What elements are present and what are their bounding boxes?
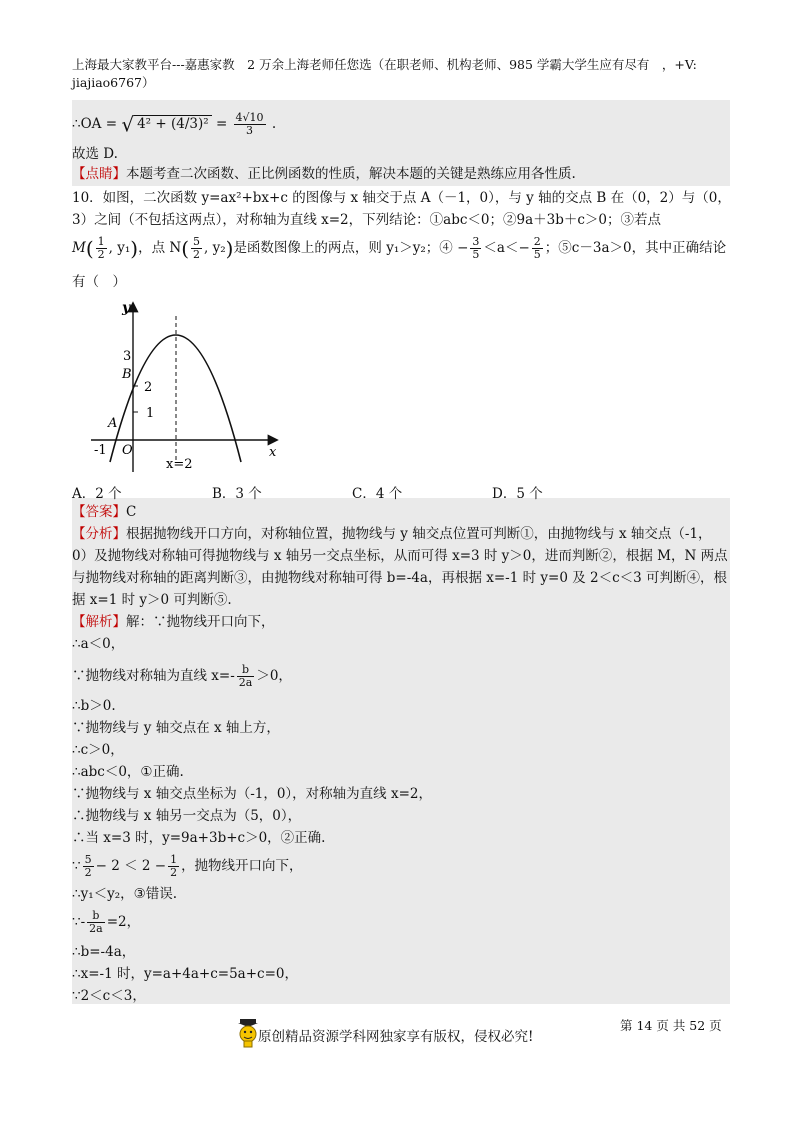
choose-line: 故选 D. (72, 146, 118, 162)
solution-line-5: ∵抛物线与 y 轴交点在 x 轴上方， (72, 720, 280, 736)
question-line-1: 10．如图，二次函数 y=ax²+bx+c 的图像与 x 轴交于点 A（－1，0），与 y 轴的交点 B 在（0，2）与（0， (72, 190, 731, 206)
question-line-3: M( $\frac{1}{2}$ , y₁)，点 N( $\frac{5}{2}$ , y₂)是函数图像上的两点，则 y₁＞y₂；④ − $\frac{3}{5}$ ＜a＜− $\frac{2}{5}$ ；⑤c－3a＞0，其中正确结论 (72, 235, 727, 261)
answer-tag: 【答案】 (72, 504, 126, 520)
solution-line-13: ∵- $\frac{b}{2a}$ =2， (72, 909, 141, 935)
label-2: 2 (144, 380, 153, 395)
analysis-line-4: 据 x=1 时 y＞0 可判断⑤. (72, 592, 232, 608)
analysis-line-3: 与抛物线对称轴的距离判断③，由抛物线对称轴可得 b=-4a，再根据 x=-1 时 y=0 及 2＜c＜3 可判断④，根 (72, 570, 728, 586)
oa-equation: ∴OA = √ 4² + (4/3)² = $\frac{4√10}{3}$ . (72, 111, 277, 137)
solution-tag: 【解析】 (72, 614, 126, 630)
question-line-4: 有（ ） (72, 274, 126, 290)
solution-line-10: ∴当 x=3 时，y=9a+3b+c＞0，②正确. (72, 830, 326, 846)
analysis-line-2: 0）及抛物线对称轴可得抛物线与 x 轴另一交点坐标，从而可得 x=3 时 y＞0，进而判断②，根据 M，N 两点 (72, 548, 728, 564)
label-O: O (122, 443, 133, 458)
page-number: 第 14 页 共 52 页 (620, 1018, 722, 1033)
choice-a: A．2 个 (72, 486, 122, 502)
solution-line-16: ∵2＜c＜3， (72, 988, 146, 1004)
choice-d: D．5 个 (492, 486, 543, 502)
oa-radicand: 4² + (4/3)² (134, 115, 212, 132)
header-line-2: jiajiao6767） (72, 75, 155, 90)
solution-line-9: ∴抛物线与 x 轴另一交点为（5，0）， (72, 808, 302, 824)
oa-fraction: $\frac{4√10}{3}$ (235, 111, 264, 137)
parabola-graph (86, 296, 296, 476)
solution-line-15: ∴x=-1 时，y=a+4a+c=5a+c=0， (72, 966, 298, 982)
analysis-tag: 【分析】 (72, 526, 126, 542)
solution-line-1: 【解析】解：∵抛物线开口向下， (72, 614, 275, 630)
dianjing-tag: 【点睛】 (72, 166, 126, 182)
choice-b: B．3 个 (212, 486, 262, 502)
analysis-line-1: 【分析】根据抛物线开口方向，对称轴位置，抛物线与 y 轴交点位置可判断①，由抛物线与 x 轴交点（-1， (72, 526, 712, 542)
label-1: 1 (146, 406, 155, 421)
solution-line-14: ∴b=-4a， (72, 944, 136, 960)
label-minus-1: -1 (94, 443, 107, 458)
solution-line-2: ∴a＜0， (72, 636, 125, 652)
solution-line-12: ∴y₁＜y₂，③错误. (72, 886, 178, 902)
page-header (72, 56, 732, 92)
solution-line-7: ∴abc＜0，①正确. (72, 764, 184, 780)
x-axis-label: x (269, 445, 277, 460)
y-axis-label: y (122, 300, 131, 316)
dianjing-line: 【点睛】本题考查二次函数、正比例函数的性质，解决本题的关键是熟练应用各性质. (72, 166, 576, 182)
label-B: B (122, 367, 132, 382)
header-line-1: 上海最大家教平台---嘉惠家教 2 万余上海老师任您选（在职老师、机构老师、985 学霸大学生应有尽有 ，+V: (72, 57, 697, 72)
footer-copyright: 原创精品资源学科网独家享有版权，侵权必究! (258, 1029, 534, 1045)
choice-c: C．4 个 (352, 486, 403, 502)
solution-line-11: ∵ $\frac{5}{2}$ − 2 ＜ 2 − $\frac{1}{2}$ ，抛物线开口向下， (72, 853, 303, 879)
question-line-2: 3）之间（不包括这两点），对称轴为直线 x=2，下列结论：①abc＜0；②9a＋3b＋c＞0；③若点 (72, 212, 662, 228)
solution-line-8: ∵抛物线与 x 轴交点坐标为（-1，0），对称轴为直线 x=2， (72, 786, 432, 802)
label-A: A (108, 416, 118, 431)
solution-line-6: ∴c＞0， (72, 742, 124, 758)
answer-line: 【答案】C (72, 504, 137, 520)
mascot-logo-icon (236, 1018, 260, 1048)
solution-line-4: ∴b＞0. (72, 698, 116, 714)
label-3: 3 (123, 349, 132, 364)
solution-line-3: ∵抛物线对称轴为直线 x=- $\frac{b}{2a}$ ＞0， (72, 663, 292, 689)
label-axis-x2: x=2 (166, 457, 193, 472)
